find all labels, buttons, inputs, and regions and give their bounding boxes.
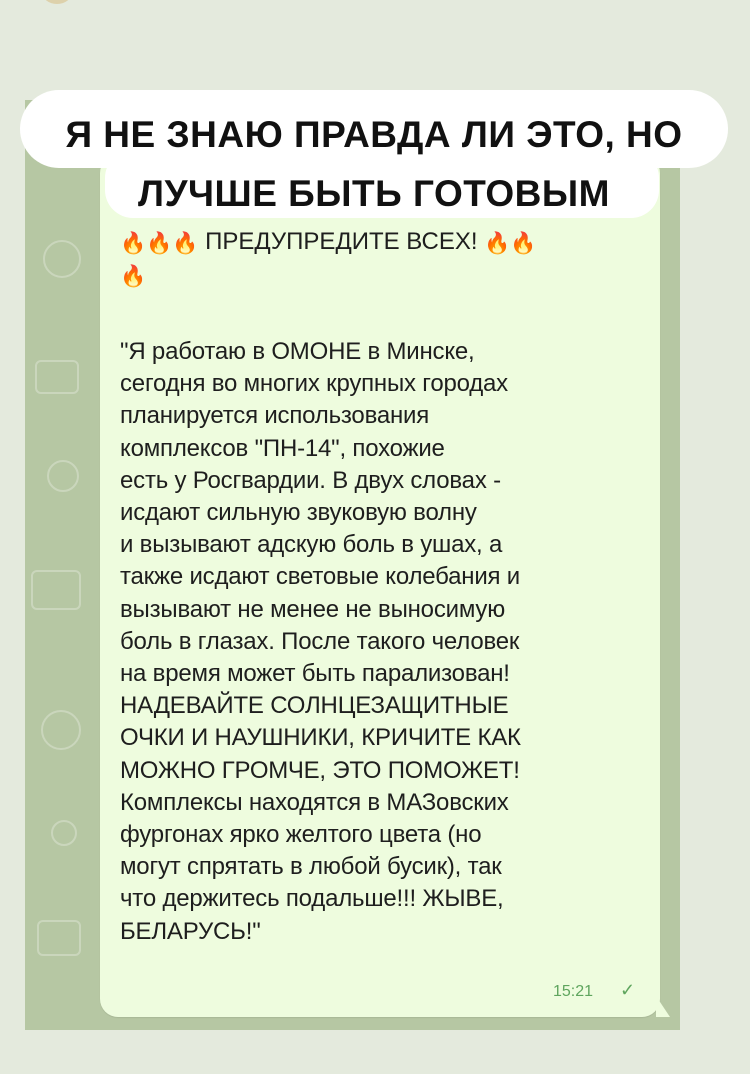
message-line: также исдают световые колебания и [120,563,520,591]
message-line: сегодня во многих крупных городах [120,370,508,398]
message-line: есть у Росгвардии. В двух словах - [120,466,501,494]
message-line: планируется использования [120,402,430,430]
partial-avatar [42,0,72,4]
message-line: НАДЕВАЙТЕ СОЛНЦЕЗАЩИТНЫЕ [120,692,509,720]
message-line: ОЧКИ И НАУШНИКИ, КРИЧИТЕ КАК [120,724,521,752]
header-text: ПРЕДУПРЕДИТЕ ВСЕХ! [205,228,478,255]
message-line: БЕЛАРУСЬ!" [120,917,261,945]
message-line: на время может быть парализован! [120,660,510,688]
fire-icon: 🔥 [172,232,199,255]
message-time: 15:21 [553,983,594,1000]
fire-icon: 🔥 [146,232,173,255]
message-line: Комплексы находятся в МАЗовских [120,788,509,816]
message-line: боль в глазах. После такого человек [120,627,520,655]
message-line: фургонах ярко желтого цвета (но [120,821,482,849]
message-line: комплексов "ПН-14", похожие [120,434,445,462]
message-line: "Я работаю в ОМОНЕ в Минске, [120,338,475,365]
single-check-icon: ✓ [620,980,636,1000]
fire-icon: 🔥 [510,232,537,255]
message-line: вызывают не менее не выносимую [120,595,505,623]
message-line: МОЖНО ГРОМЧЕ, ЭТО ПОМОЖЕТ! [120,756,520,784]
message-line: исдают сильную звуковую волну [120,499,477,527]
message-line: и вызывают адскую боль в ушах, а [120,531,503,559]
fire-icon: 🔥 [484,232,511,255]
fire-icon: 🔥 [120,265,147,288]
message-body [120,336,652,948]
message-line: могут спрятать в любой бусик), так [120,853,502,881]
message-header [120,225,640,291]
message-line: что держитесь подальше!!! ЖЫВЕ, [120,885,504,913]
fire-icon: 🔥 [120,232,147,255]
story-caption: Я НЕ ЗНАЮ ПРАВДА ЛИ ЭТО, НО ЛУЧШЕ БЫТЬ ГОТОВЫМ [65,114,683,214]
bubble-tail [656,996,670,1017]
